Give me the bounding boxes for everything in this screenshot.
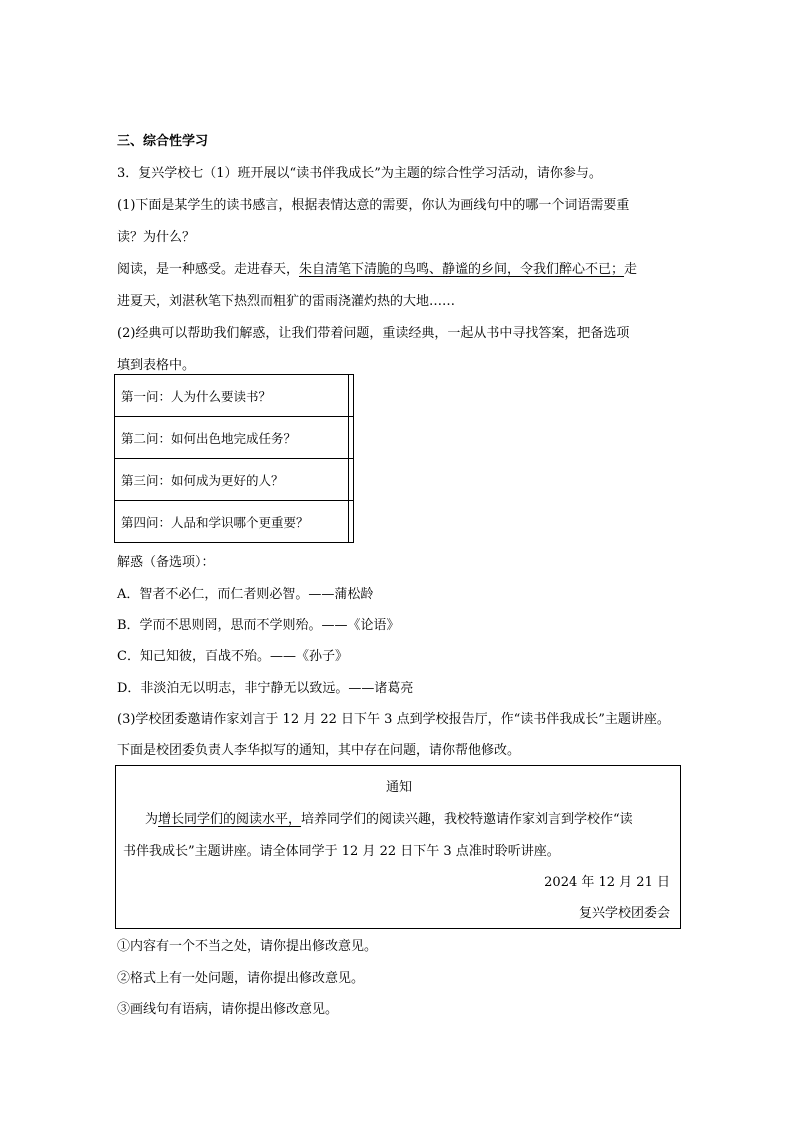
- option-d: D．非淡泊无以明志，非宁静无以致远。——诸葛亮: [117, 681, 414, 696]
- part1-passage-line2: 进夏天，刘湛秋笔下热烈而粗犷的雷雨浇灌灼热的大地……: [117, 294, 456, 309]
- table-question-cell: 第三问：如何成为更好的人？: [115, 459, 349, 501]
- underlined-sentence: 增长同学们的阅读水平，: [158, 812, 302, 827]
- part3-prompt-line1: (3)学校团委邀请作家刘言于 12 月 22 日下午 3 点到学校报告厅，作“读书伴我成长”主题讲座。: [117, 712, 670, 727]
- part2-prompt-line1: (2)经典可以帮助我们解惑，让我们带着问题，重读经典，一起从书中寻找答案，把备选项: [117, 326, 630, 341]
- part1-passage-line1: [117, 261, 637, 279]
- notice-box: [115, 765, 681, 929]
- part2-prompt-line2: 填到表格中。: [117, 358, 196, 373]
- sub-question-3: ③画线句有语病，请你提出修改意见。: [117, 1002, 339, 1017]
- question-table: [114, 374, 354, 543]
- notice-date: 2024 年 12 月 21 日: [544, 875, 670, 890]
- passage-text: 阅读，是一种感受。走进春天，: [117, 262, 300, 277]
- table-row: [115, 501, 354, 543]
- passage-text: 走: [624, 262, 638, 277]
- table-row: [115, 417, 354, 459]
- part1-prompt-line1: (1)下面是某学生的读书感言，根据表情达意的需要，你认为画线句中的哪一个词语需要重: [117, 198, 630, 213]
- answer-cell[interactable]: [349, 501, 354, 543]
- answer-cell[interactable]: [349, 459, 354, 501]
- notice-signature: 复兴学校团委会: [578, 906, 670, 921]
- answer-cell[interactable]: [349, 417, 354, 459]
- notice-body-line1: [145, 811, 633, 829]
- option-c: C．知己知彼，百战不殆。——《孙子》: [117, 649, 348, 664]
- section-heading: 三、综合性学习: [117, 134, 209, 149]
- table-question-cell: 第二问：如何出色地完成任务？: [115, 417, 349, 459]
- notice-body-line2: 书伴我成长”主题讲座。请全体同学于 12 月 22 日下午 3 点准时聆听讲座。: [123, 844, 560, 859]
- table-row: [115, 459, 354, 501]
- part1-prompt-line2: 读？为什么？: [117, 230, 196, 245]
- options-title: 解惑（备选项）：: [117, 555, 215, 570]
- table-question-cell: 第四问：人品和学识哪个更重要？: [115, 501, 349, 543]
- table-row: [115, 375, 354, 417]
- underlined-sentence: 朱自清笔下清脆的鸟鸣、静谧的乡间，令我们醉心不已；: [299, 262, 625, 277]
- sub-question-2: ②格式上有一处问题，请你提出修改意见。: [117, 971, 365, 986]
- sub-question-1: ①内容有一个不当之处，请你提出修改意见。: [117, 939, 378, 954]
- question-intro: 3．复兴学校七（1）班开展以“读书伴我成长”为主题的综合性学习活动，请你参与。: [117, 166, 602, 181]
- table-question-cell: 第一问：人为什么要读书？: [115, 375, 349, 417]
- answer-cell[interactable]: [349, 375, 354, 417]
- notice-title: 通知: [385, 780, 412, 795]
- option-b: B．学而不思则罔，思而不学则殆。——《论语》: [117, 618, 400, 633]
- notice-text: 为: [145, 812, 159, 827]
- part3-prompt-line2: 下面是校团委负责人李华拟写的通知，其中存在问题，请你帮他修改。: [117, 743, 521, 758]
- option-a: A．智者不必仁，而仁者则必智。——蒲松龄: [117, 587, 374, 602]
- notice-text: 培养同学们的阅读兴趣，我校特邀请作家刘言到学校作“读: [301, 812, 633, 827]
